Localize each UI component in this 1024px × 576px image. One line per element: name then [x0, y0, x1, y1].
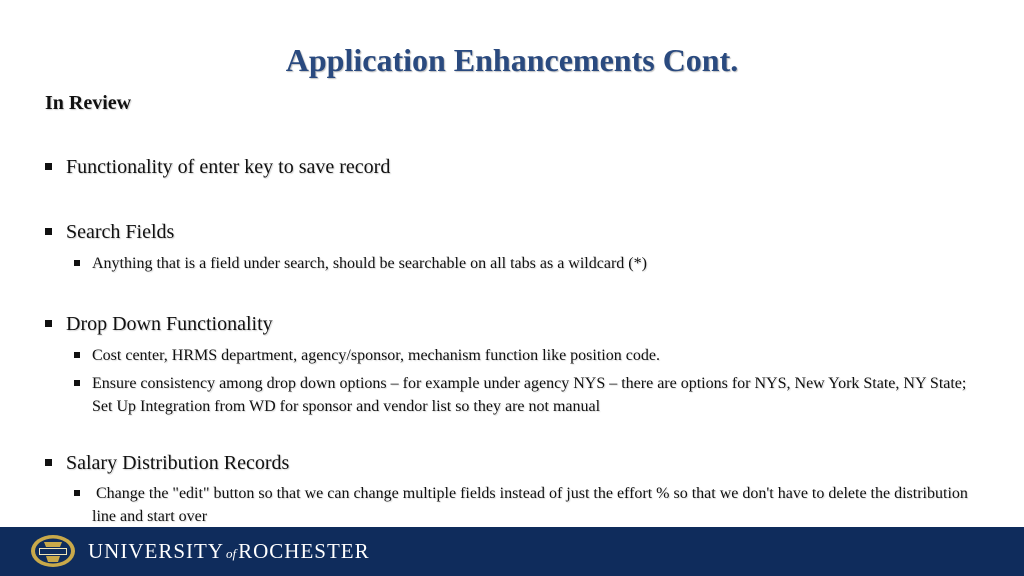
- slide-title: Application Enhancements Cont.: [285, 42, 739, 78]
- sub-bullet-cost-center: [74, 344, 984, 367]
- square-bullet-icon: [45, 459, 52, 466]
- sub-bullet-text: Cost center, HRMS department, agency/sponsor, mechanism function like position code.: [92, 347, 660, 364]
- slide-subtitle: In Review: [45, 92, 132, 114]
- university-seal-icon: [30, 534, 76, 568]
- square-bullet-icon: [74, 380, 80, 386]
- bullet-search-fields: [45, 221, 174, 244]
- sub-bullet-search-wildcard: [74, 252, 984, 275]
- university-wordmark: [88, 539, 370, 564]
- sub-bullet-consistency: [74, 372, 984, 418]
- square-bullet-icon: [74, 490, 80, 496]
- square-bullet-icon: [45, 320, 52, 327]
- bullet-enter-key: [45, 156, 390, 179]
- bullet-heading: Drop Down Functionality: [66, 313, 273, 335]
- square-bullet-icon: [45, 163, 52, 170]
- bullet-heading: Functionality of enter key to save record: [66, 156, 391, 178]
- square-bullet-icon: [74, 260, 80, 266]
- square-bullet-icon: [74, 352, 80, 358]
- square-bullet-icon: [45, 228, 52, 235]
- university-footer: [0, 527, 1024, 576]
- wordmark-rochester: ROCHESTER: [238, 539, 370, 563]
- bullet-heading: Search Fields: [66, 221, 175, 243]
- bullet-salary-distribution: [45, 452, 289, 475]
- wordmark-of: of: [226, 546, 237, 561]
- wordmark-university: UNIVERSITY: [88, 539, 224, 563]
- bullet-drop-down: [45, 313, 273, 336]
- sub-bullet-text: Ensure consistency among drop down options – for example under agency NYS – there are options for NYS, New York State, NY State; Set Up Integration from WD for sponsor and vendor list so they are not manual: [92, 375, 967, 415]
- bullet-heading: Salary Distribution Records: [66, 452, 290, 474]
- sub-bullet-text: Change the "edit" button so that we can change multiple fields instead of just the effort % so that we don't have to delete the distribution line and start over: [92, 485, 972, 525]
- sub-bullet-text: Anything that is a field under search, should be searchable on all tabs as a wildcard (*): [92, 255, 647, 272]
- sub-bullet-edit-button: [74, 482, 984, 528]
